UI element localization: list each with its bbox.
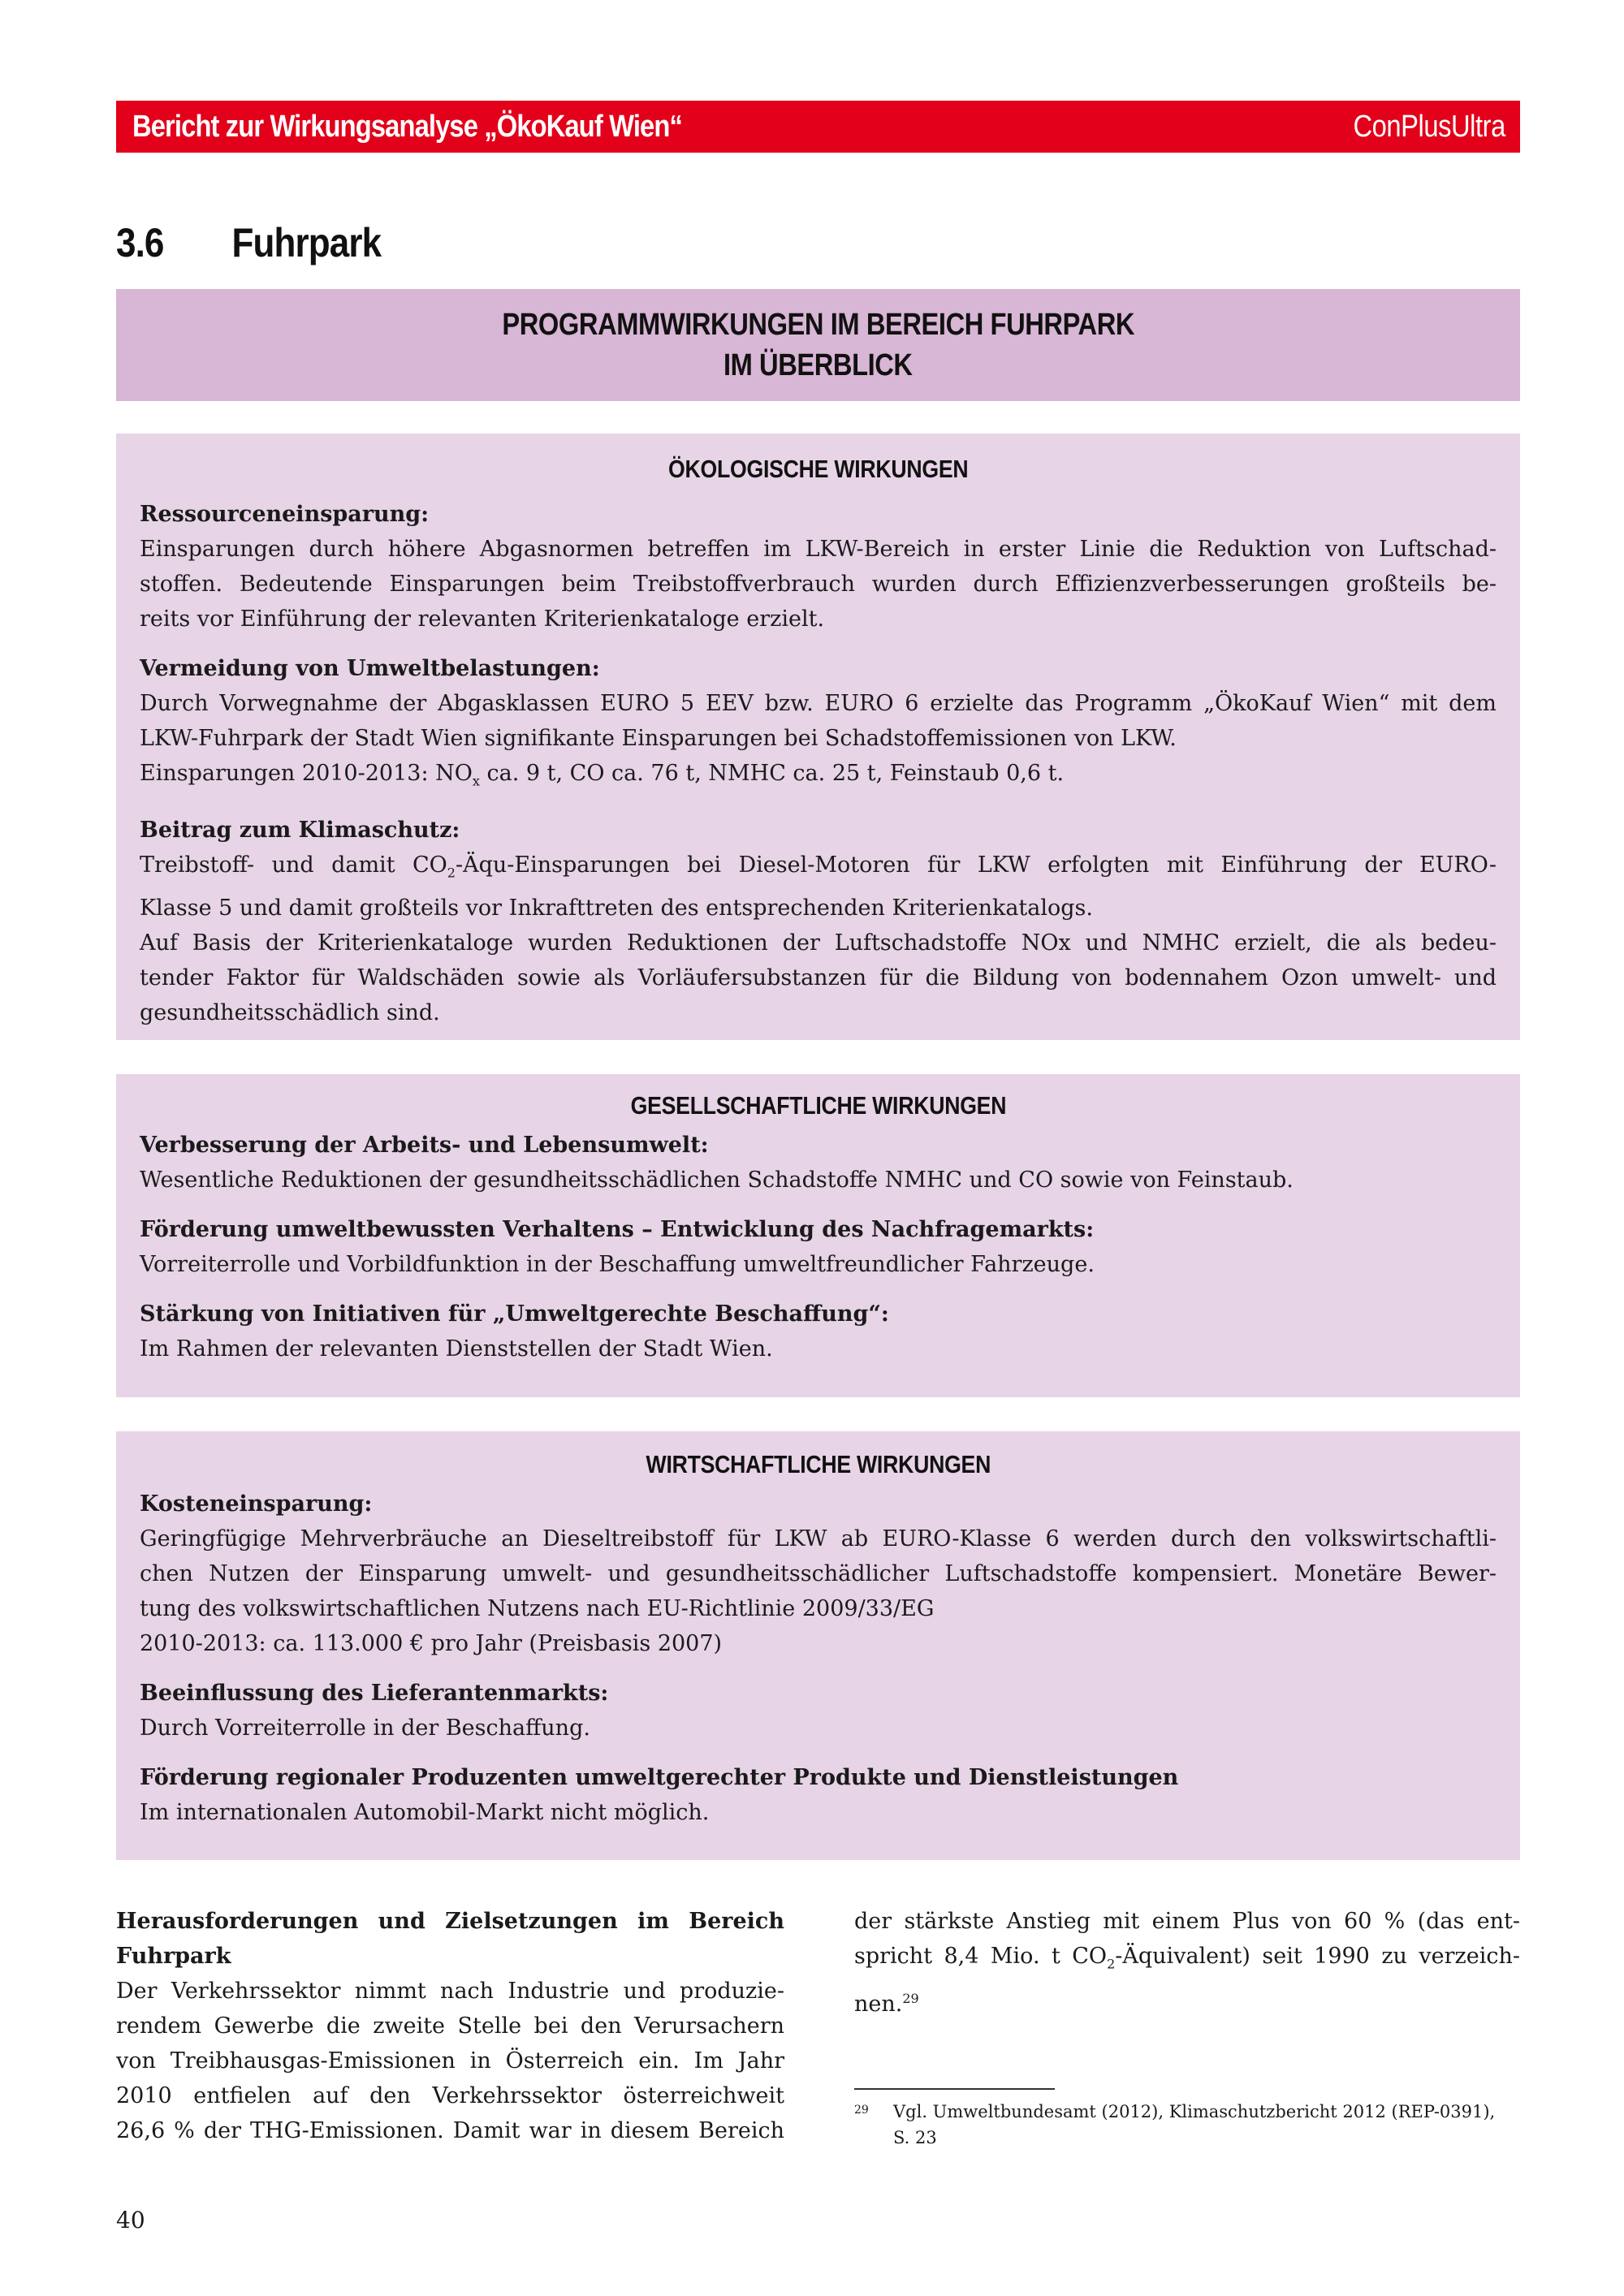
body-column-left — [116, 1904, 784, 2148]
economic-effects-panel — [116, 1431, 1520, 1860]
footnote-text: S. 23 — [893, 2128, 937, 2147]
item-heading: Stärkung von Initiativen für „Umweltgerechte Beschaffung“: — [140, 1301, 889, 1327]
panel-title: GESELLSCHAFTLICHE WIRKUNGEN — [630, 1091, 1006, 1120]
panel-title: ÖKOLOGISCHE WIRKUNGEN — [667, 455, 969, 483]
subsection-heading: Herausforderungen und Zielsetzungen im Bereich Fuhrpark — [116, 1909, 784, 1969]
body-paragraph: der stärkste Anstieg mit einem Plus von 60 % (das ent- spricht 8,4 Mio. t $CO_2-Äquivalent$) seit 1990 zu verzeich- nen.$^{29}$ — [854, 1909, 1520, 2018]
item-text: Durch Vorwegnahme der Abgasklassen EURO 5 EEV bzw. EURO 6 erzielte das Programm „ÖkoKauf Wien“ mit dem LKW-Fuhrpark der Stadt Wien signifikante Einsparungen bei Schadstoffemissionen von LKW. Einsparungen 2010-2013: $NO_x$ ca. 9 t, CO ca. 76 t, NMHC ca. 25 t, Feinstaub 0,6 t. — [140, 691, 1497, 789]
item-text: Durch Vorreiterrolle in der Beschaffung. — [140, 1716, 590, 1741]
item-heading: Ressourceneinsparung: — [140, 502, 430, 527]
item-text: Vorreiterrolle und Vorbildfunktion in der Beschaffung umweltfreundlicher Fahrzeuge. — [140, 1252, 1095, 1277]
item-heading: Vermeidung von Umweltbelastungen: — [140, 656, 600, 681]
section-number: 3.6 — [116, 220, 164, 265]
body-column-right — [854, 1904, 1520, 2022]
item-text: Einsparungen durch höhere Abgasnormen betreffen im LKW-Bereich in erster Linie die Reduktion von Luftschad- stoffen. Bedeutende Einsparungen beim Treibstoffverbrauch wurden durch Effizienzverbesserungen großteils be- reits vor Einführung der relevanten Kriterienkataloge erzielt. — [140, 537, 1497, 632]
ecological-effects-panel — [116, 434, 1520, 1040]
body-paragraph: Der Verkehrssektor nimmt nach Industrie und produzie- rendem Gewerbe die zweite Stelle bei den Verursachern von Treibhausgas-Emissionen in Österreich ein. Im Jahr 2010 entfielen auf den Verkehrssektor österreichweit 26,6 % der THG-Emissionen. Damit war in diesem Bereich — [116, 1979, 784, 2143]
footnote-number: 29 — [854, 2104, 869, 2117]
section-title: Fuhrpark — [231, 220, 382, 265]
page-number: 40 — [116, 2207, 145, 2233]
footnote-reference[interactable]: 29 — [902, 1991, 919, 2007]
item-heading: Förderung umweltbewussten Verhaltens – Entwicklung des Nachfragemarkts: — [140, 1217, 1095, 1242]
item-heading: Förderung regionaler Produzenten umweltgerechter Produkte und Dienstleistungen — [140, 1765, 1179, 1790]
header-bar — [116, 101, 1520, 153]
item-text: Geringfügige Mehrverbräuche an Dieseltreibstoff für LKW ab EURO-Klasse 6 werden durch den volkswirtschaftli- chen Nutzen der Einsparung umwelt- und gesundheitsschädlicher Luftschadstoffe kompensiert. Monetäre Bewer- tung des volkswirtschaftlichen Nutzens nach EU-Richtlinie 2009/33/EG 2010-2013: ca. 113.000 € pro Jahr (Preisbasis 2007) — [140, 1526, 1497, 1656]
item-heading: Beitrag zum Klimaschutz: — [140, 818, 460, 844]
item-text: Im Rahmen der relevanten Dienststellen der Stadt Wien. — [140, 1336, 773, 1362]
item-text: Im internationalen Automobil-Markt nicht möglich. — [140, 1800, 710, 1825]
item-heading: Verbesserung der Arbeits- und Lebensumwelt: — [140, 1133, 709, 1158]
report-title: Bericht zur Wirkungsanalyse „ÖkoKauf Wien“ — [132, 109, 682, 144]
footnote-divider — [854, 2088, 1055, 2090]
item-text: Treibstoff- und damit $CO_2-Äqu$-Einsparungen bei Diesel-Motoren für LKW erfolgten mit Einführung der EURO- Klasse 5 und damit großteils vor Inkrafttreten des entsprechenden Kriterienkatalogs. Auf Basis der Kriterienkataloge wurden Reduktionen der Luftschadstoffe NOx und NMHC erzielt, die als bedeu- tender Faktor für Waldschäden sowie als Vorläufersubstanzen für die Bildung von bodennahem Ozon umwelt- und gesundheitsschädlich sind. — [140, 852, 1497, 1025]
item-heading: Beeinflussung des Lieferantenmarkts: — [140, 1681, 609, 1706]
item-heading: Kosteneinsparung: — [140, 1491, 373, 1517]
overview-box — [116, 289, 1520, 401]
panel-title: WIRTSCHAFTLICHE WIRKUNGEN — [646, 1450, 991, 1478]
footnote — [854, 2099, 1520, 2151]
overview-title-line2: IM ÜBERBLICK — [723, 348, 913, 382]
section-heading — [116, 219, 381, 266]
overview-title-line1: PROGRAMMWIRKUNGEN IM BEREICH FUHRPARK — [502, 308, 1134, 342]
brand-name: ConPlusUltra — [1353, 109, 1505, 144]
item-text: Wesentliche Reduktionen der gesundheitsschädlichen Schadstoffe NMHC und CO sowie von Feinstaub. — [140, 1167, 1294, 1193]
social-effects-panel — [116, 1074, 1520, 1397]
footnote-text: Vgl. Umweltbundesamt (2012), Klimaschutzbericht 2012 (REP-0391), — [893, 2102, 1496, 2121]
